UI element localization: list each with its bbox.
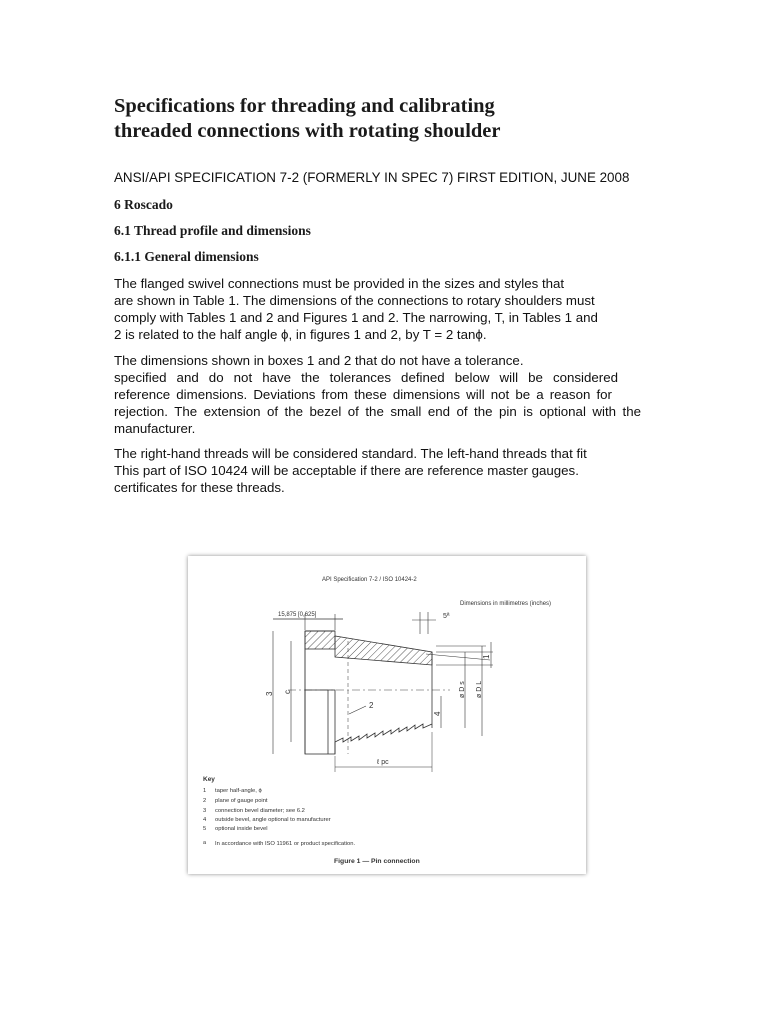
label-c: c <box>283 690 292 694</box>
paragraph-2-line: The dimensions shown in boxes 1 and 2 that do not have a tolerance. <box>114 353 524 368</box>
key-number: 4 <box>203 817 207 823</box>
paragraph-1-line: comply with Tables 1 and 2 and Figures 1 and 2. The narrowing, T, in Tables 1 and <box>114 310 598 325</box>
pin-shoulder-section <box>305 631 335 649</box>
label-2: 2 <box>369 701 374 710</box>
key-text: outside bevel, angle optional to manufacturer <box>215 817 331 823</box>
figure-header: API Specification 7-2 / ISO 10424-2 <box>322 577 417 583</box>
footnote-mark: a <box>203 840 207 846</box>
key-text: plane of gauge point <box>215 798 268 804</box>
pin-bore-section <box>305 690 335 754</box>
paragraph-2-line: manufacturer. <box>114 421 196 436</box>
pin-taper-section <box>335 636 432 665</box>
key-title: Key <box>203 776 215 783</box>
heading-roscado: 6 Roscado <box>114 197 173 212</box>
paragraph-1-line: are shown in Table 1. The dimensions of the connections to rotary shoulders must <box>114 293 595 308</box>
document-title <box>114 94 674 144</box>
paragraph-1-line: 2 is related to the half angle ϕ, in figures 1 and 2, by T = 2 tanϕ. <box>114 327 487 342</box>
label-1: 1 <box>482 654 491 659</box>
paragraph-2-line: specified and do not have the tolerances defined below will be considered <box>114 370 618 385</box>
paragraph-3-line: The right-hand threads will be considered standard. The left-hand threads that fit <box>114 446 587 461</box>
key-text: taper half-angle, ϕ <box>215 788 262 794</box>
leader-line <box>426 654 490 660</box>
pin-connection-figure <box>188 556 586 874</box>
title-line-1: Specifications for threading and calibrating <box>114 95 495 117</box>
key-number: 5 <box>203 826 207 832</box>
paragraph-3-line: certificates for these threads. <box>114 480 285 495</box>
paragraph-3-line: This part of ISO 10424 will be acceptable if there are reference master gauges. <box>114 463 579 478</box>
leader-line <box>349 706 366 714</box>
footnote-text: In accordance with ISO 11961 or product specification. <box>215 841 356 847</box>
label-3: 3 <box>265 691 274 696</box>
label-dl: ø D L <box>476 680 483 698</box>
heading-general-dimensions: 6.1.1 General dimensions <box>114 249 259 264</box>
thread-profile-lower <box>335 724 432 742</box>
pin-connection-drawing <box>188 556 586 874</box>
paragraph-3 <box>114 445 641 496</box>
key-number: 1 <box>203 788 207 794</box>
key-number: 3 <box>203 808 207 814</box>
paragraph-2-line: reference dimensions. Deviations from these dimensions will not be a reason for <box>114 387 612 402</box>
angle-label: 5ª <box>443 613 450 620</box>
paragraph-1-line: The flanged swivel connections must be provided in the sizes and styles that <box>114 276 565 291</box>
paragraph-2 <box>114 352 641 437</box>
paragraph-2-line: rejection. The extension of the bezel of the small end of the pin is optional with the <box>114 404 641 419</box>
top-dimension-label: 15,875 [0,625] <box>278 612 317 618</box>
title-line-2: threaded connections with rotating shoulder <box>114 120 501 142</box>
key-list <box>203 788 355 847</box>
figure-caption: Figure 1 — Pin connection <box>334 858 420 865</box>
label-lpc: ℓ pc <box>377 759 389 766</box>
key-number: 2 <box>203 798 207 804</box>
label-ds: ø D s <box>459 681 466 698</box>
key-text: connection bevel diameter; see 6.2 <box>215 808 305 814</box>
label-4: 4 <box>433 711 442 716</box>
heading-thread-profile: 6.1 Thread profile and dimensions <box>114 223 311 238</box>
figure-units-note: Dimensions in millimetres (inches) <box>460 601 552 607</box>
paragraph-1 <box>114 275 641 343</box>
key-text: optional inside bevel <box>215 826 268 832</box>
document-subtitle: ANSI/API SPECIFICATION 7-2 (FORMERLY IN SPEC 7) FIRST EDITION, JUNE 2008 <box>114 170 630 185</box>
